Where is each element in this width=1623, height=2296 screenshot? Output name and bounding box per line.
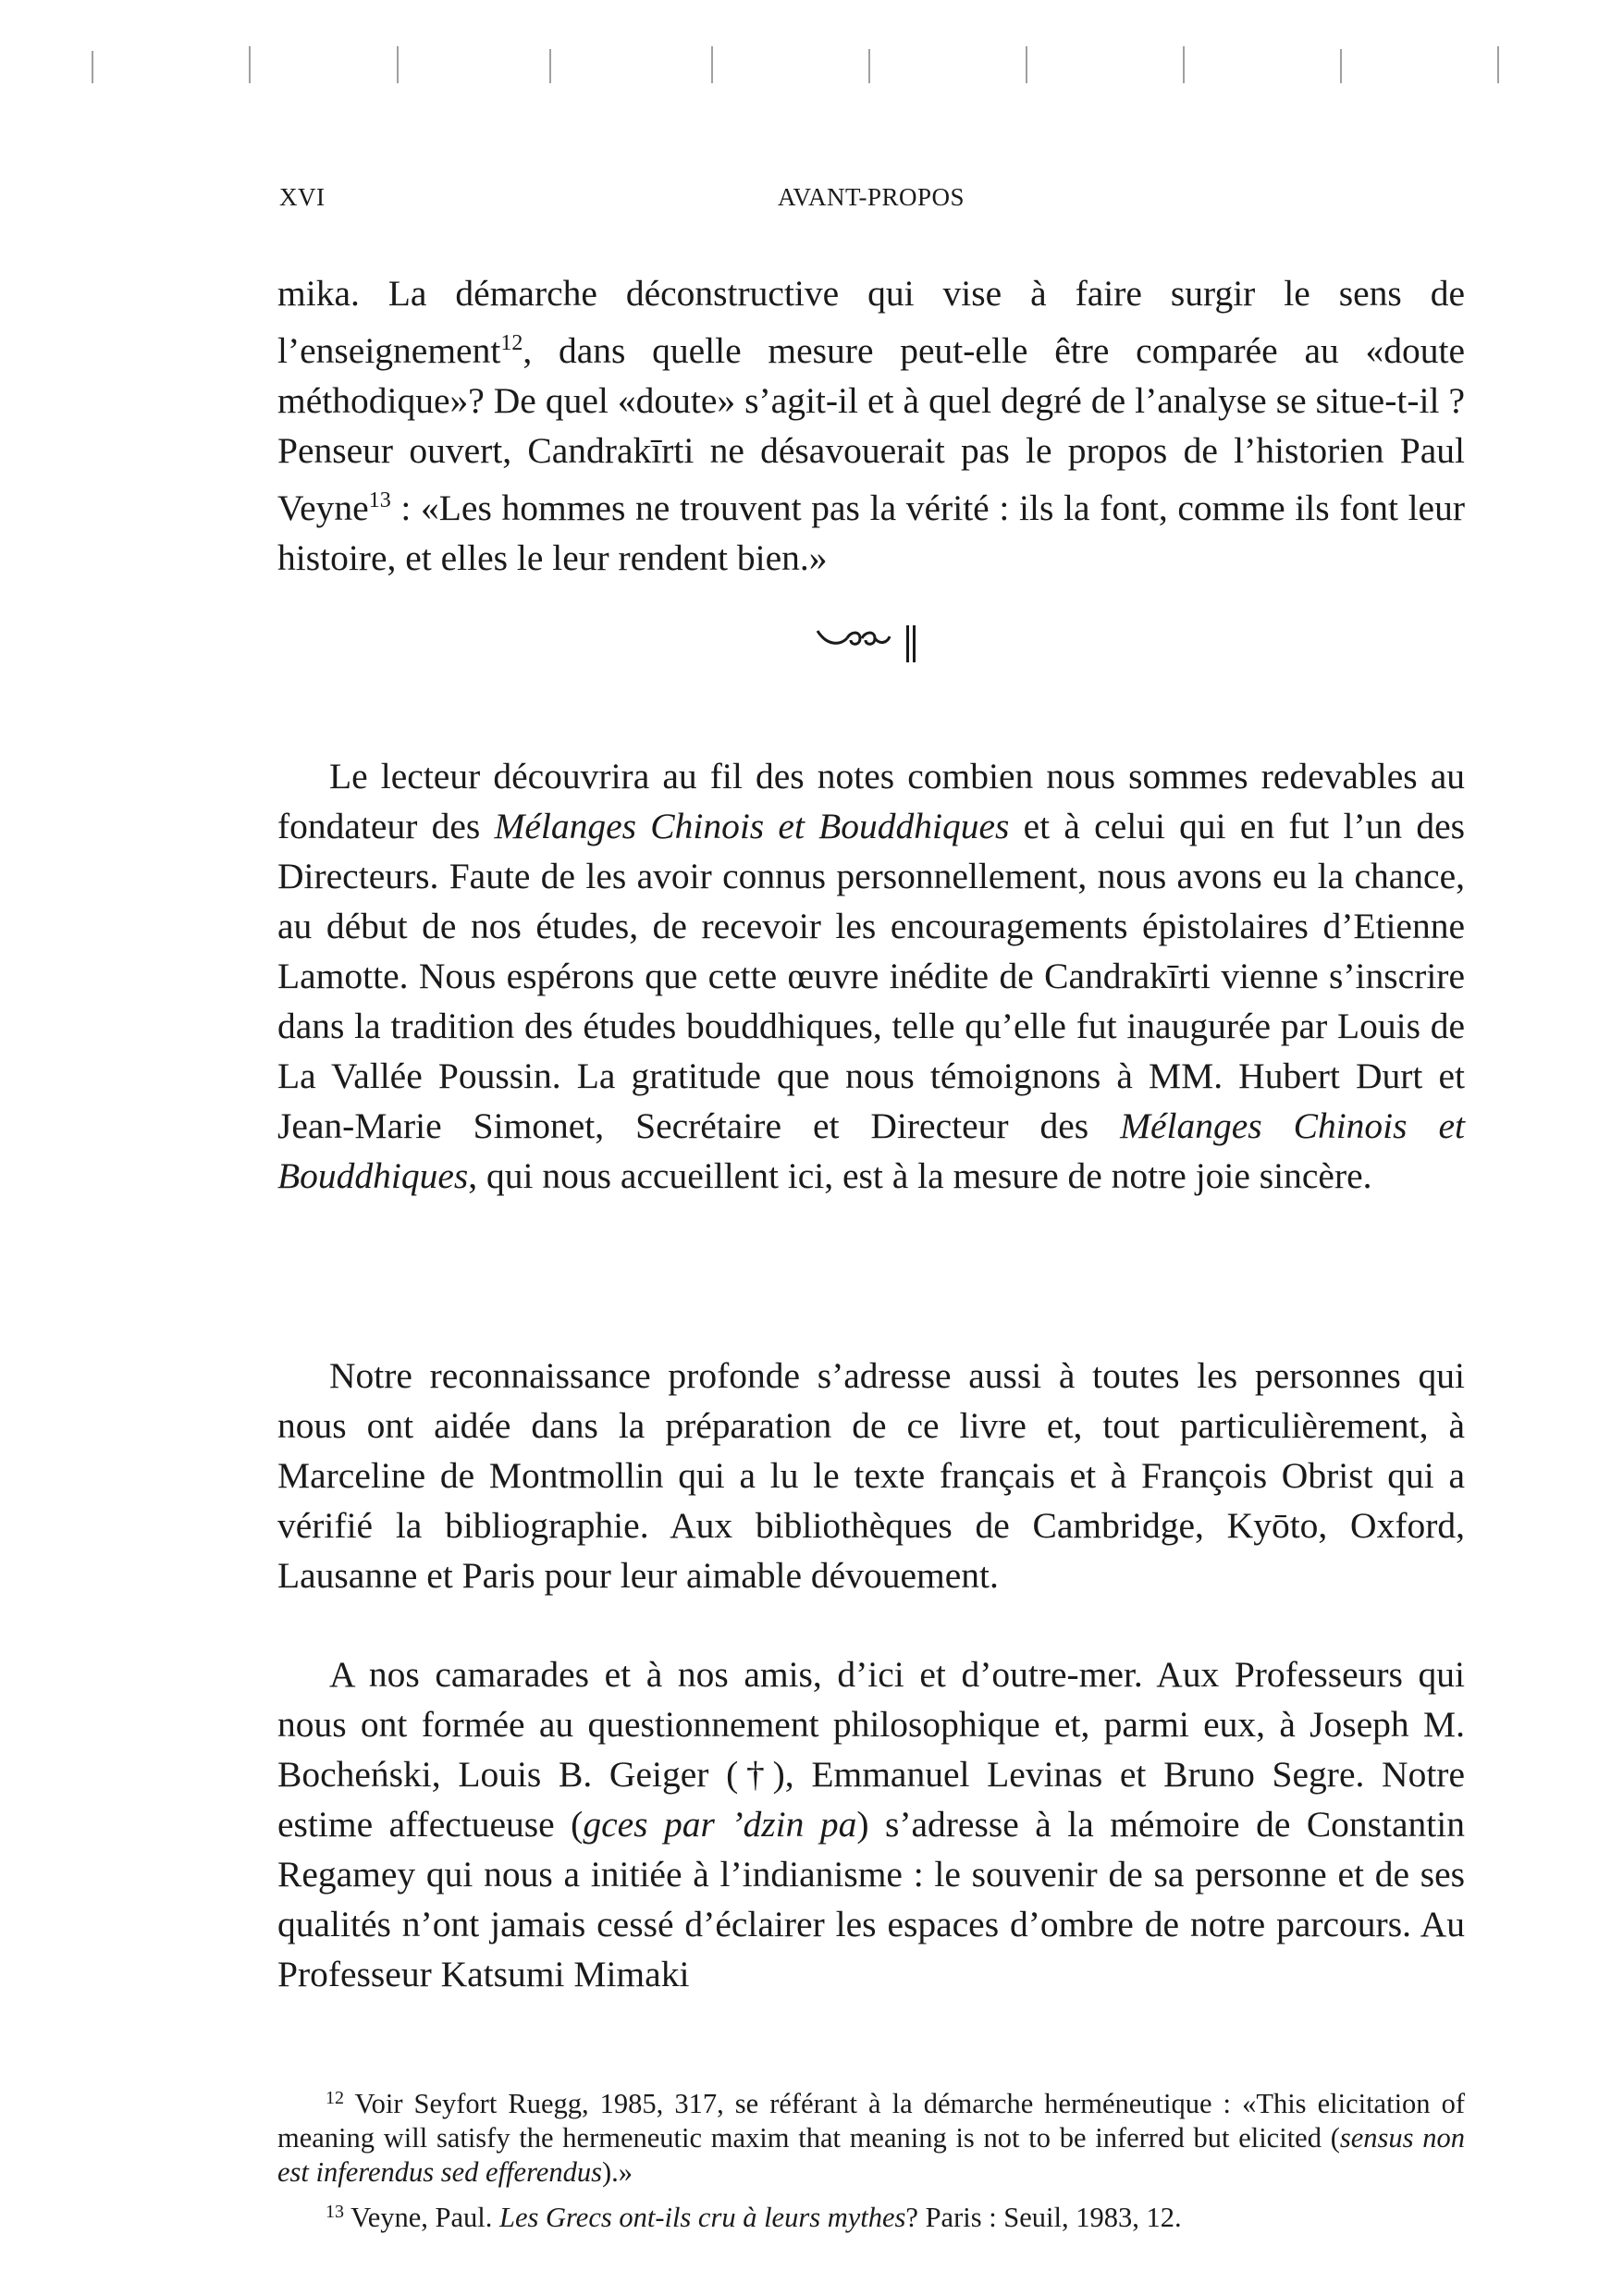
footnote-13-book-title: Les Grecs ont-ils cru à leurs mythes	[499, 2202, 906, 2233]
ornament-icon	[814, 618, 925, 664]
paragraph-1-text-c: : «Les hommes ne trouvent pas la vérité : ils la font, comme ils font leur histoire, et elles le leur rendent bien.»	[277, 488, 1465, 578]
page-number: XVI	[279, 183, 326, 211]
footnote-12-mark: 12	[326, 2088, 344, 2108]
tibetan-term: gces par ’dzin pa	[583, 1804, 857, 1845]
footnote-13-text-a: Veyne, Paul.	[344, 2202, 500, 2233]
footnote-13-mark: 13	[326, 2202, 344, 2222]
paragraph-2-text-b: et à celui qui en fut l’un des Directeurs. Faute de les avoir connus personnellement, nous avons eu la chance, au début de nos études, de recevoir les encouragements épistolaires d’Etienne Lamotte. Nous espérons que cette œuvre inédite de Candrakīrti vienne s’inscrire dans la tradition des études bouddhiques, telle qu’elle fut inaugurée par Louis de La Vallée Poussin. La gratitude que nous témoignons à MM. Hubert Durt et Jean-Marie Simonet, Secrétaire et Directeur des	[277, 806, 1466, 1146]
running-title: AVANT-PROPOS	[777, 183, 965, 211]
paragraph-2	[277, 751, 1465, 1201]
journal-title-1: Mélanges Chinois et Bouddhiques	[494, 806, 1010, 846]
paragraph-2-text-c: , qui nous accueillent ici, est à la mesure de notre joie sincère.	[468, 1155, 1372, 1196]
paragraph-1-text-a: mika. La démarche déconstructive qui vise à faire surgir le sens de l’enseignement	[277, 273, 1465, 371]
scan-edge-marks	[83, 32, 1544, 88]
paragraph-3	[277, 1351, 1465, 1600]
paragraph-4-text-a: A nos camarades et à nos amis, d’ici et d’outre-mer. Aux Professeurs qui nous ont formée au questionnement philosophique et, parmi eux, à Joseph M. Bocheński, Louis B. Geiger (†), Emmanuel Levinas et Bruno Segre. Notre estime affectueuse (	[277, 1654, 1465, 1845]
paragraph-1-text-b: , dans quelle mesure peut-elle être comparée au «doute méthodique»? De quel «doute» s’agit-il et à quel degré de l’analyse se situe-t-il ? Penseur ouvert, Candrakīrti ne désavouerait pas le propos de l’historien Paul Veyne	[277, 330, 1465, 528]
paragraph-4	[277, 1649, 1465, 1999]
paragraph-4-text-b: ) s’adresse à la mémoire de Constantin Regamey qui nous a initiée à l’indianisme : le souvenir de sa personne et de ses qualités n’ont jamais cessé d’éclairer les espaces d’ombre de notre parcours. Au Professeur Katsumi Mimaki	[277, 1804, 1465, 1994]
paragraph-2-text-a: Le lecteur découvrira au fil des notes combien nous sommes redevables au fondateur des	[277, 756, 1465, 846]
footnote-ref-13: 13	[368, 488, 391, 512]
footnote-12-text-a: Voir Seyfort Ruegg, 1985, 317, se référant à la démarche herméneutique : «This elicitation of meaning will satisfy the hermeneutic maxim that meaning is not to be inferred but elicited (	[277, 2088, 1465, 2154]
footnote-12	[277, 2081, 1465, 2190]
running-header	[279, 183, 1463, 220]
paragraph-1	[277, 268, 1465, 583]
footnote-12-latin: sensus non est inferendus sed efferendus	[277, 2122, 1465, 2188]
footnote-13	[277, 2195, 1465, 2235]
footnotes	[277, 2081, 1465, 2240]
paragraph-3-text: Notre reconnaissance profonde s’adresse aussi à toutes les personnes qui nous ont aidée dans la préparation de ce livre et, tout particulièrement, à Marceline de Montmollin qui a lu le texte français et à François Obrist qui a vérifié la bibliographie. Aux bibliothèques de Cambridge, Kyōto, Oxford, Lausanne et Paris pour leur aimable dévouement.	[277, 1355, 1465, 1596]
footnote-ref-12: 12	[500, 331, 523, 355]
footnote-12-text-b: ).»	[601, 2156, 633, 2188]
journal-title-2: Mélanges Chinois et Bouddhiques	[277, 1105, 1465, 1196]
footnote-13-text-b: ? Paris : Seuil, 1983, 12.	[905, 2202, 1182, 2233]
